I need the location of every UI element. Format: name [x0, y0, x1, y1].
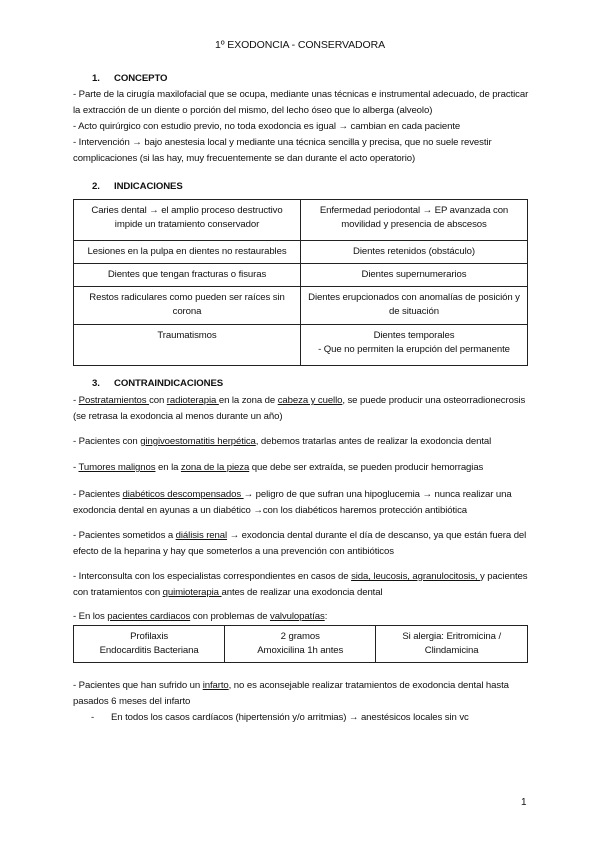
underlined-text: infarto	[202, 680, 229, 691]
table-cell: Enfermedad periodontal → EP avanzada con movilidad y presencia de abscesos	[301, 200, 528, 241]
table-row	[74, 264, 528, 287]
text: - En los	[73, 611, 108, 622]
section-number: 1.	[92, 73, 100, 84]
paragraph-infarto	[73, 678, 533, 710]
document-title: 1º EXODONCIA - CONSERVADORA	[215, 39, 385, 51]
table-cell	[301, 325, 528, 366]
table-cell: Lesiones en la pulpa en dientes no restaurables	[74, 241, 301, 264]
bullet-item	[73, 710, 533, 726]
underlined-text: gingivoestomatitis herpética	[140, 436, 256, 447]
cell-line: 2 gramos	[280, 631, 320, 642]
text: → exodoncia dental durante el día de descanso, ya que están fuera del efecto de la heparina y hay que someterlos a una prevención con antibióticos	[73, 530, 527, 557]
text: con	[149, 395, 167, 406]
table-cell: Dientes que tengan fracturas o fisuras	[74, 264, 301, 287]
text: - Interconsulta con los especialistas correspondientes en casos de	[73, 571, 352, 582]
text: -	[73, 462, 79, 473]
profilaxis-table	[73, 625, 528, 663]
bullet-marker: -	[91, 712, 95, 723]
section-number: 3.	[92, 378, 100, 389]
cell-line: Si alergia: Eritromicina /	[402, 631, 502, 642]
paragraph-tumores	[73, 460, 533, 476]
section-heading-concepto	[92, 73, 167, 84]
text: con problemas de	[190, 611, 270, 622]
table-cell: Restos radiculares como pueden ser raíces sin corona	[74, 287, 301, 325]
text: que debe ser extraída, se pueden producir hemorragias	[249, 462, 484, 473]
text: :	[324, 611, 328, 622]
underlined-text: quimioterapia	[162, 587, 222, 598]
underlined-text: valvulopatías	[270, 611, 325, 622]
table-cell: Dientes supernumerarios	[301, 264, 528, 287]
cell-line: Dientes temporales	[373, 330, 455, 341]
table-cell: Dientes retenidos (obstáculo)	[301, 241, 528, 264]
text: , se puede producir una osteorradionecrosis (se retrasa la exodoncia al menos durante un año)	[73, 395, 526, 422]
paragraph-gingivoestomatitis	[73, 434, 533, 450]
paragraph-radioterapia	[73, 393, 533, 425]
text: -	[73, 395, 79, 406]
text: - Pacientes con	[73, 436, 141, 447]
text: En todos los casos cardíacos (hipertensión y/o arritmias) → anestésicos locales sin vc	[111, 712, 469, 723]
text: - Pacientes sometidos a	[73, 530, 176, 541]
text: y pacientes con tratamientos con	[73, 571, 528, 598]
paragraph-cardiacos	[73, 609, 533, 625]
paragraph-dialisis	[73, 528, 533, 560]
table-cell	[225, 626, 376, 663]
table-cell	[74, 626, 225, 663]
text: , debemos tratarlas antes de realizar la exodoncia dental	[255, 436, 492, 447]
table-cell: Caries dental → el amplio proceso destructivo impide un tratamiento conservador	[74, 200, 301, 241]
text: - Pacientes	[73, 489, 123, 500]
table-row	[74, 287, 528, 325]
underlined-text: zona de la pieza	[180, 462, 250, 473]
underlined-text: radioterapia	[166, 395, 219, 406]
indicaciones-table	[73, 199, 528, 366]
cell-line: Clindamicina	[424, 644, 479, 656]
concepto-text	[73, 87, 533, 167]
table-cell: Traumatismos	[74, 325, 301, 366]
section-heading-indicaciones	[92, 181, 183, 192]
table-row	[74, 325, 528, 366]
table-row	[74, 241, 528, 264]
underlined-text: diálisis renal	[175, 530, 228, 541]
underlined-text: Postratamientos	[78, 395, 150, 406]
text: , no es aconsejable realizar tratamientos de exodoncia dental hasta pasados 6 meses del infarto	[73, 680, 509, 707]
section-title: CONCEPTO	[114, 73, 168, 84]
cell-line: Endocarditis Bacteriana	[99, 644, 199, 656]
table-cell: Dientes erupcionados con anomalías de posición y de situación	[301, 287, 528, 325]
cell-line: Profilaxis	[130, 631, 169, 642]
cell-line: - Que no permiten la erupción del permanente	[318, 343, 510, 355]
paragraph: - Acto quirúrgico con estudio previo, no toda exodoncia es igual → cambian en cada paciente	[73, 121, 461, 132]
underlined-text: cabeza y cuello	[277, 395, 343, 406]
paragraph: - Parte de la cirugía maxilofacial que se ocupa, mediante unas técnicas e instrumental adecuado, de practicar la extracción de un diente o porción del mismo, del lecho óseo que lo alberga (alveolo)	[73, 89, 529, 116]
section-heading-contraindicaciones	[92, 378, 223, 389]
text: antes de realizar una exodoncia dental	[221, 587, 383, 598]
paragraph-diabeticos	[73, 487, 533, 519]
text: - Pacientes que han sufrido un	[73, 680, 203, 691]
text: en la zona de	[218, 395, 278, 406]
section-number: 2.	[92, 181, 100, 192]
page-number: 1	[521, 797, 527, 808]
text: en la	[155, 462, 181, 473]
underlined-text: Tumores malignos	[78, 462, 156, 473]
section-title: INDICACIONES	[114, 181, 183, 192]
underlined-text: sida, leucosis, agranulocitosis,	[351, 571, 481, 582]
table-row	[74, 200, 528, 241]
paragraph: - Intervención → bajo anestesia local y mediante una técnica sencilla y precisa, que no suele revestir complicaciones (si las hay, muy frecuentemente se dan durante el acto operatorio)	[73, 137, 492, 164]
underlined-text: diabéticos descompensados	[122, 489, 244, 500]
underlined-text: pacientes cardiacos	[107, 611, 191, 622]
paragraph-interconsulta	[73, 569, 533, 601]
table-row	[74, 626, 528, 663]
table-cell	[376, 626, 528, 663]
cell-line: Amoxicilina 1h antes	[257, 644, 344, 656]
section-title: CONTRAINDICACIONES	[114, 378, 224, 389]
text: → peligro de que sufran una hipoglucemia → nunca realizar una exodoncia dental en ayunas a un diabético →con los diabéticos haremos protección antibiótica	[73, 489, 512, 516]
